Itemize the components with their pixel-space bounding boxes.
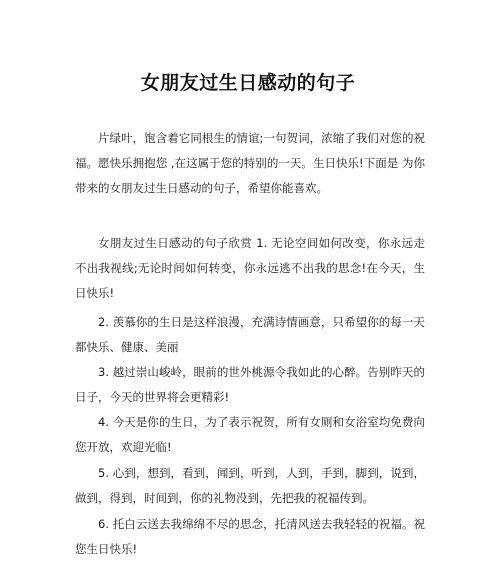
- intro-paragraph: 片绿叶，饱含着它同根生的情谊;一句贺词，浓缩了我们对您的祝福。愿快乐拥抱您 ,在这属于您的特别的一天。生日快乐!下面是 为你带来的女朋友过生日感动的句子，希望你能喜欢。: [75, 131, 425, 195]
- paragraph-item-4: 4. 今天是你的生日，为了表示祝贺，所有女厕和女浴室均免费向您开放，欢迎光临!: [75, 415, 425, 454]
- document-title: 女朋友过生日感动的句子: [140, 72, 356, 94]
- paragraph-item-5: 5. 心到，想到，看到，闻到，听到，人到，手到，脚到，说到，做到，得到，时间到，你的礼物没到，先把我的祝福传到。: [75, 466, 425, 505]
- paragraph-item-1: 女朋友过生日感动的句子欣赏 1. 无论空间如何改变，你永远走不出我视线;无论时间如何转变，你永远逃不出我的思念!在今天，生日快乐!: [75, 236, 425, 300]
- paragraph-item-6: 6. 托白云送去我绵绵不尽的思念，托清风送去我轻轻的祝福。祝您生日快乐!: [75, 517, 425, 556]
- paragraph-item-3: 3. 越过崇山峻岭，眼前的世外桃源令我如此的心醉。告别昨天的日子，今天的世界将会更精彩!: [75, 365, 425, 404]
- paragraph-item-2: 2. 羡慕你的生日是这样浪漫，充满诗情画意，只希望你的每一天都快乐、健康、美丽: [75, 315, 425, 354]
